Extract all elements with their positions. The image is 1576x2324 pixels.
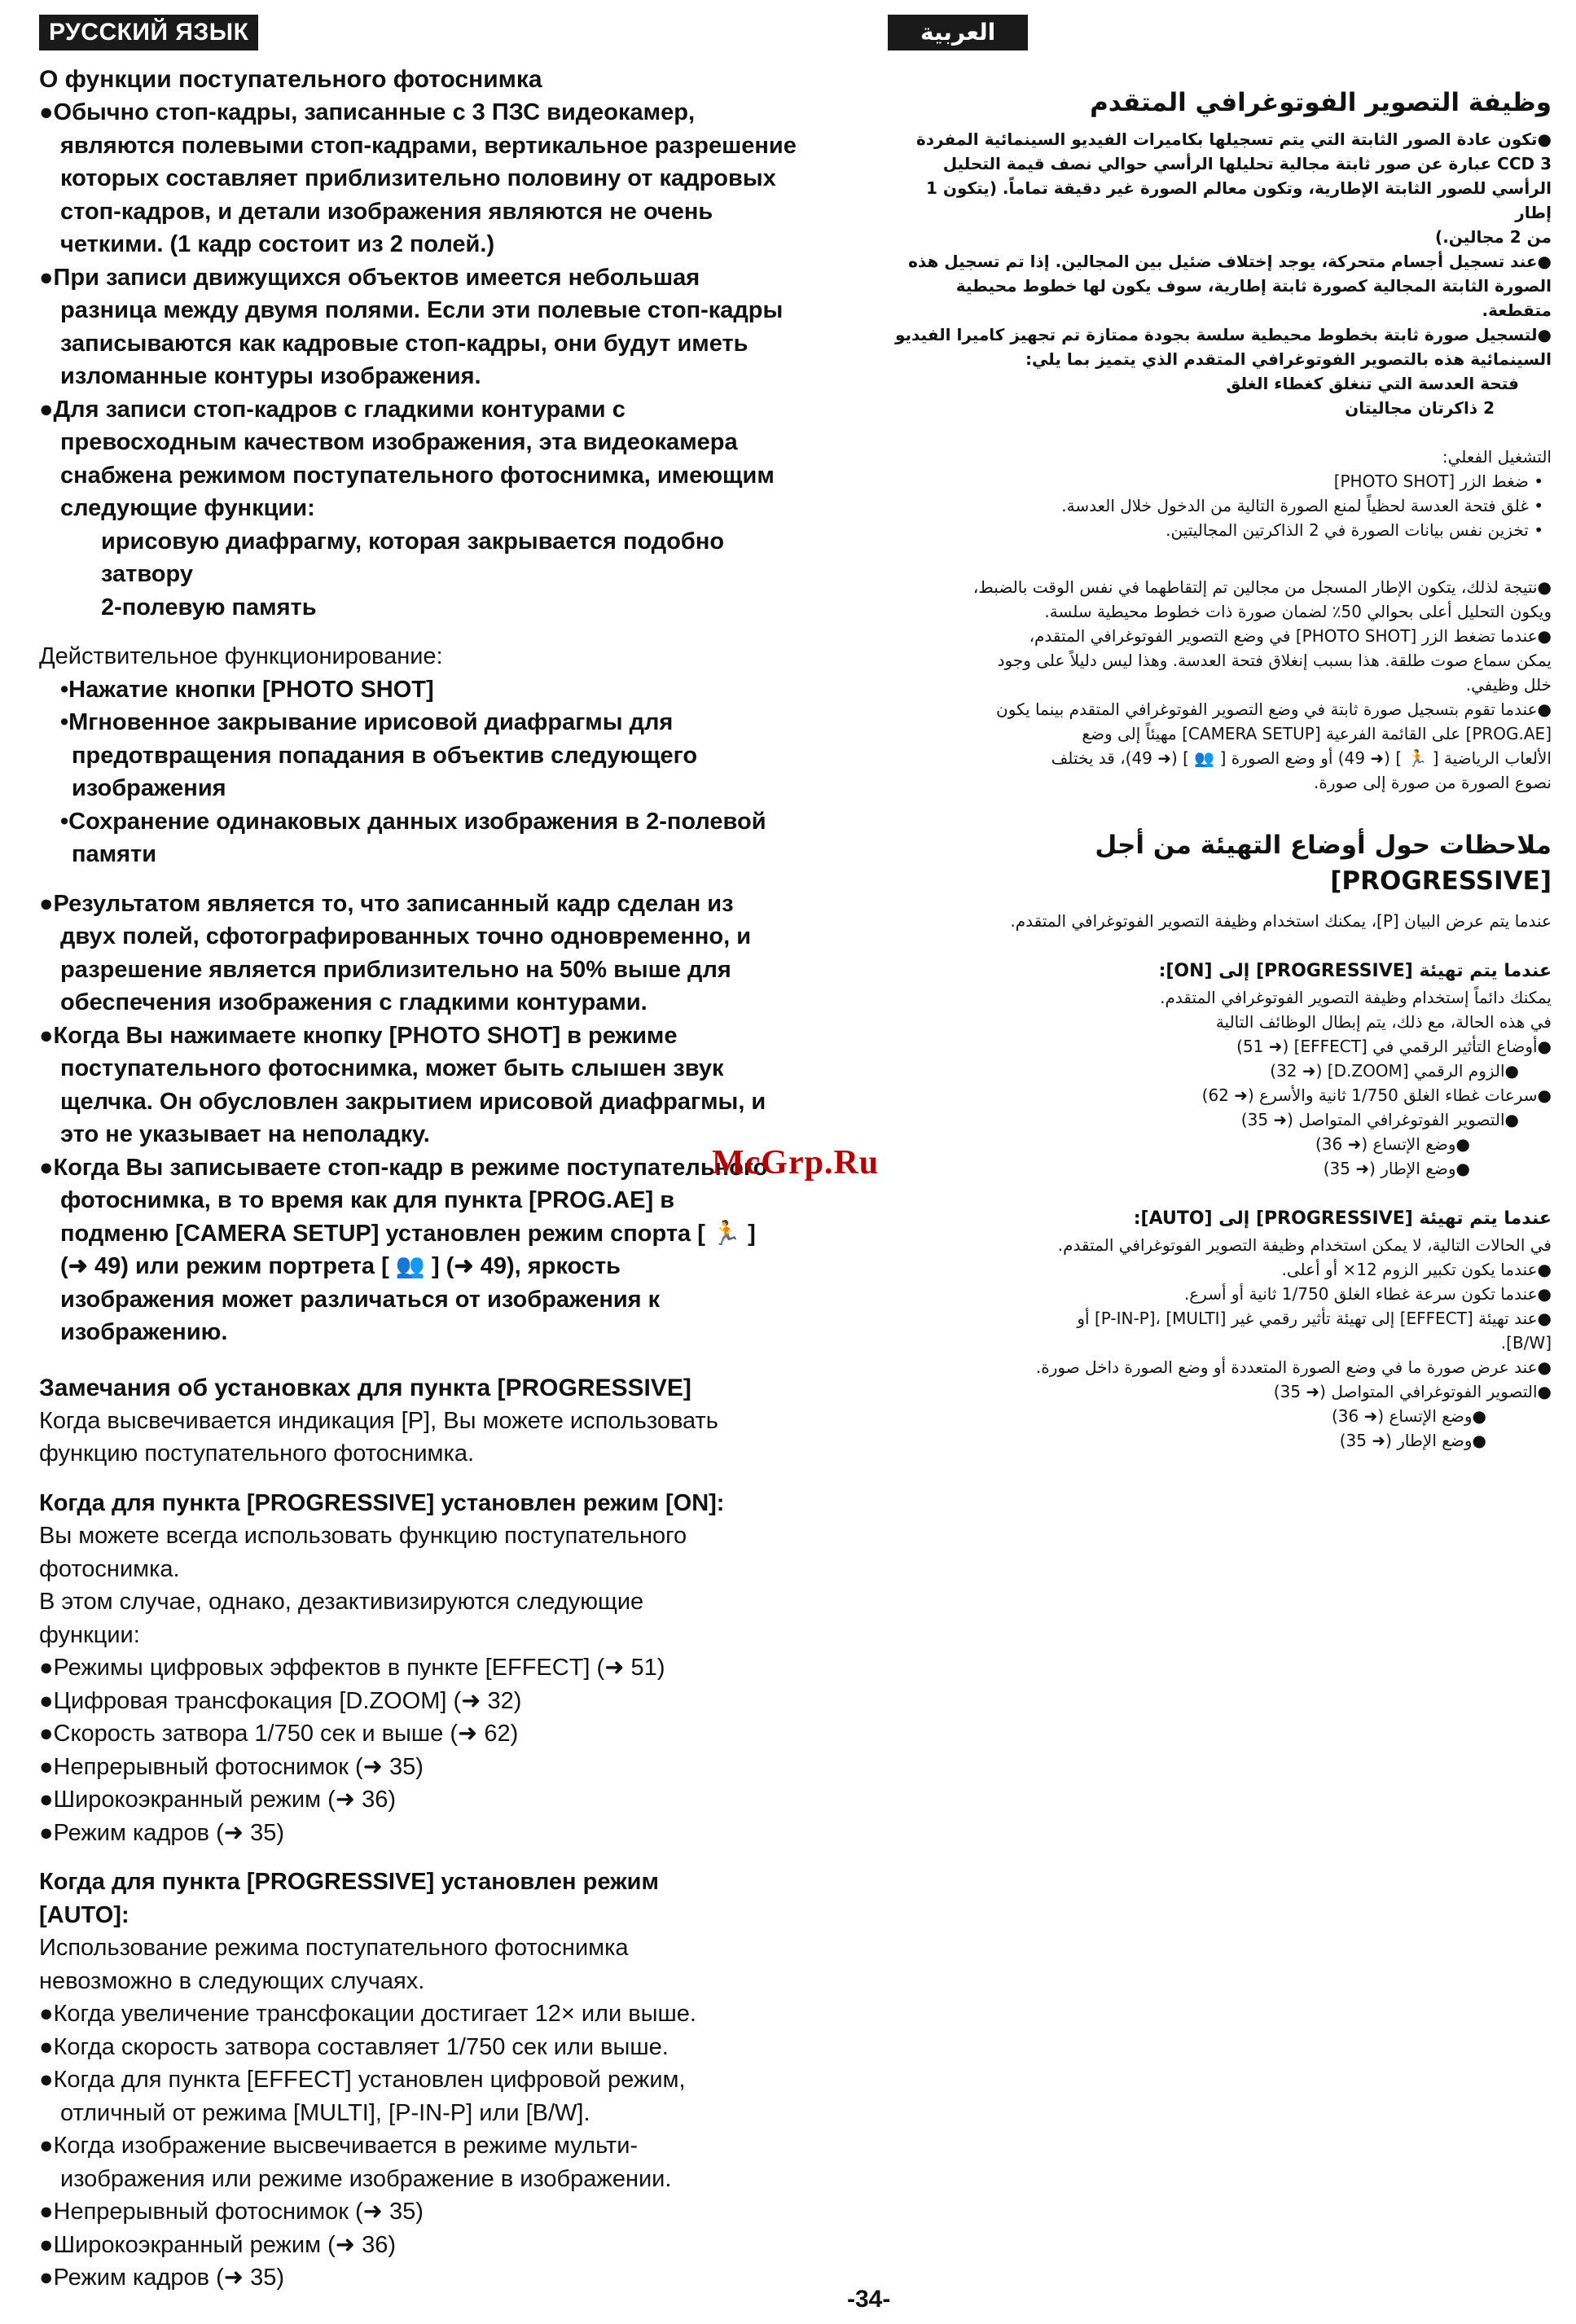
- notes-list: ●Результатом является то, что записанный кадр сделан из двух полей, сфотографированных точно одновременно, и разрешение является приблизительно на 50% выше для обеспечения изображения с гладкими контурами. ●Когда Вы нажимаете кнопку [PHOTO SHOT] в режиме поступательного фотоснимка, может быть слышен звук щелчка. Он обусловлен закрытием ирисовой диафрагмы, и это не указывает на неполадку. ●Когда Вы записываете стоп-кадр в режиме поступательного фотоснимка, в то время как для пункта [PROG.AE] в подменю [CAMERA SETUP] установлен режим спорта [ 🏃 ] (➜ 49) или режим портрета [ 👥 ] (➜ 49), яркость изображения может различаться от изображения к изображению.: [39, 890, 768, 1345]
- section-title-ar: وظيفة التصوير الفوتوغرافي المتقدم: [1090, 88, 1552, 117]
- progressive-auto-title-ar: عندما يتم تهيئة [PROGRESSIVE] إلى [AUTO]:: [1133, 1208, 1552, 1229]
- progressive-on-title: Когда для пункта [PROGRESSIVE] установлен режим [ON]:: [39, 1489, 725, 1516]
- intro-text: ●Обычно стоп-кадры, записанные с 3 ПЗС видеокамер, являются полевыми стоп-кадрами, вертикальное разрешение которых составляет приблизительно половину от кадровых стоп-кадров, и детали изображения являются не очень четкими. (1 кадр состоит из 2 полей.) ●При записи движущихся объектов имеется небольшая разница между двумя полями. Если эти полевые стоп-кадры записываются как кадровые стоп-кадры, они будут иметь изломанные контуры изображения. ●Для записи стоп-кадров с гладкими контурами с превосходным качеством изображения, эта видеокамера снабжена режимом поступательного фотоснимка, имеющим следующие функции: ирисовую диафрагму, которая закрывается подобно затвору 2-полевую память: [39, 99, 797, 620]
- progressive-auto-body-ar: في الحالات التالية، لا يمكن استخدام وظيفة التصوير الفوتوغرافي المتقدم. ●عندما يكون تكبير الزوم 12× أو أعلى. ●عندما تكون سرعة غطاء الغلق 1/750 ثانية أو أسرع. ●عند تهيئة [EFFECT] إلى تهيئة تأثير رقمي غير [MULTI] ،[P-IN-P] أو [B/W]. ●عند عرض صورة ما في وضع الصورة المتعددة أو وضع الصورة داخل صورة. ●التصوير الفوتوغرافي المتواصل (➜ 35) ●وضع الإتساع (➜ 36) ●وضع الإطار (➜ 35): [1035, 1235, 1552, 1450]
- progressive-on-body: Вы можете всегда использовать функцию поступательного фотоснимка. В этом случае, однако, дезактивизируются следующие функции: ●Режимы цифровых эффектов в пункте [EFFECT] (➜ 51) ●Цифровая трансфокация [D.ZOOM] (➜ 32) ●Скорость затвора 1/750 сек и выше (➜ 62) ●Непрерывный фотоснимок (➜ 35) ●Широкоэкранный режим (➜ 36) ●Режим кадров (➜ 35): [39, 1523, 687, 1846]
- progressive-notes-title: Замечания об установках для пункта [PROGRESSIVE]: [39, 1374, 691, 1401]
- arabic-column: [888, 15, 1552, 1453]
- section-title: О функции поступательного фотоснимка: [39, 66, 542, 93]
- actual-operation-list-ar: • ضغط الزر [PHOTO SHOT] • غلق فتحة العدسة لحظياً لمنع الصورة التالية من الدخول خلال العدسة. • تخزين نفس بيانات الصورة في 2 الذاكرتين المجاليتين.: [1061, 471, 1543, 540]
- progressive-intro: Когда высвечивается индикация [P], Вы можете использовать функцию поступательного фотоснимка.: [39, 1407, 718, 1467]
- progressive-on-title-ar: عندما يتم تهيئة [PROGRESSIVE] إلى [ON]:: [1158, 961, 1552, 981]
- actual-operation-title: Действительное функционирование:: [39, 643, 443, 669]
- notes-list-ar: ●نتيجة لذلك، يتكون الإطار المسجل من مجالين تم إلتقاطهما في نفس الوقت بالضبط، ويكون التحليل أعلى بحوالي 50٪ لضمان صورة ذات خطوط محيطية سلسة. ●عندما تضغط الزر [PHOTO SHOT] في وضع التصوير الفوتوغرافي المتقدم، يمكن سماع صوت طلقة. هذا بسبب إنغلاق فتحة العدسة. وهذا ليس دليلاً على وجود خلل وظيفي. ●عندما تقوم بتسجيل صورة ثابتة في وضع التصوير الفوتوغرافي المتقدم بينما يكون [PROG.AE] على القائمة الفرعية [CAMERA SETUP] مهيئاً إلى وضع الألعاب الرياضية [ 🏃 ] (➜ 49) أو وضع الصورة [ 👥 ] (➜ 49)، قد يختلف نصوع الصورة من صورة إلى صورة.: [972, 577, 1552, 792]
- progressive-notes-title-ar: ملاحظات حول أوضاع التهيئة من أجل [PROGRESSIVE]: [1095, 831, 1552, 896]
- actual-operation-list: •Нажатие кнопки [PHOTO SHOT] •Мгновенное закрывание ирисовой диафрагмы для предотвращения попадания в объектив следующего изображения •Сохранение одинаковых данных изображения в 2-полевой памяти: [60, 676, 766, 867]
- progressive-intro-ar: عندما يتم عرض البيان [P]، يمكنك استخدام وظيفة التصوير الفوتوغرافي المتقدم.: [1010, 911, 1552, 931]
- language-tab-arabic: العربية: [888, 15, 1028, 50]
- page-number: -34-: [847, 2286, 891, 2313]
- actual-operation-title-ar: التشغيل الفعلي:: [1442, 447, 1552, 467]
- progressive-auto-body: Использование режима поступательного фотоснимка невозможно в следующих случаях. ●Когда увеличение трансфокации достигает 12× или выше. ●Когда скорость затвора составляет 1/750 сек или выше. ●Когда для пункта [EFFECT] установлен цифровой режим, отличный от режима [MULTI], [P-IN-P] или [B/W]. ●Когда изображение высвечивается в режиме мульти- изображения или режиме изображение в изображении. ●Непрерывный фотоснимок (➜ 35) ●Широкоэкранный режим (➜ 36) ●Режим кадров (➜ 35): [39, 1935, 696, 2291]
- language-tab-russian: РУССКИЙ ЯЗЫК: [39, 15, 258, 50]
- intro-text-ar: ●تكون عادة الصور الثابتة التي يتم تسجيلها بكاميرات الفيديو السينمائية المفردة 3 CCD عبارة عن صور ثابتة مجالية تحليلها الرأسي حوالي نصف قيمة التحليل الرأسي للصور الثابتة الإطارية، وتكون معالم الصورة غير دقيقة تماماً. (يتكون 1 إطار من 2 مجالين.) ●عند تسجيل أجسام متحركة، يوجد إختلاف ضئيل بين المجالين. إذا تم تسجيل هذه الصورة الثابتة المجالية كصورة ثابتة إطارية، سوف يكون لها خطوط محيطية متقطعة. ●لتسجيل صورة ثابتة بخطوط محيطية سلسة بجودة ممتازة تم تجهيز كاميرا الفيديو السينمائية هذه بالتصوير الفوتوغرافي المتقدم الذي يتميز بما يلي: فتحة العدسة التي تنغلق كغطاء الغلق 2 ذاكرتان مجاليتان: [894, 129, 1552, 418]
- progressive-on-body-ar: يمكنك دائماً إستخدام وظيفة التصوير الفوتوغرافي المتقدم. في هذه الحالة، مع ذلك، يتم إبطال الوظائف التالية ●أوضاع التأثير الرقمي في [EFFECT] (➜ 51) ●الزوم الرقمي [D.ZOOM] (➜ 32) ●سرعات غطاء الغلق 1/750 ثانية والأسرع (➜ 62) ●التصوير الفوتوغرافي المتواصل (➜ 35) ●وضع الإتساع (➜ 36) ●وضع الإطار (➜ 35): [1160, 988, 1552, 1178]
- progressive-auto-title: Когда для пункта [PROGRESSIVE] установлен режим [AUTO]:: [39, 1869, 659, 1928]
- watermark: McGrp.Ru: [712, 1144, 880, 1182]
